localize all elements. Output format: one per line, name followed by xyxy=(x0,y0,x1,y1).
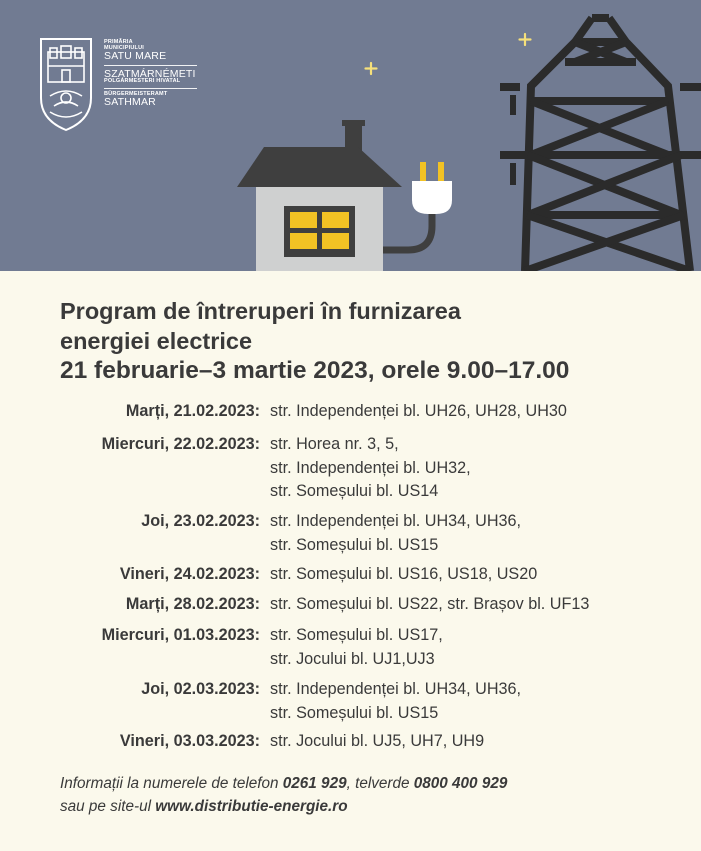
header-banner xyxy=(0,0,701,271)
address-line: str. Horea nr. 3, 5, xyxy=(270,435,399,453)
contact-line-1 xyxy=(60,775,507,792)
schedule-addresses xyxy=(270,563,537,587)
schedule-day: Miercuri, 01.03.2023: xyxy=(101,626,260,644)
address-line: str. Someșului bl. US17, xyxy=(270,626,443,644)
contact-prefix: Informații la numerele de telefon xyxy=(60,775,283,792)
logo-text xyxy=(104,40,197,108)
address-line: str. Jocului bl. UJ1,UJ3 xyxy=(270,649,435,668)
title-line-1: Program de întreruperi în furnizarea xyxy=(60,298,461,324)
contact-line-2 xyxy=(60,798,348,815)
logo-satu-mare: SATU MARE xyxy=(104,50,167,62)
schedule-addresses xyxy=(270,510,521,557)
power-tower-icon xyxy=(510,18,701,271)
address-line: str. Someșului bl. US16, US18, US20 xyxy=(270,565,538,583)
address-line: str. Someșului bl. US14 xyxy=(270,482,439,500)
address-line: str. Someșului bl. US15 xyxy=(270,703,439,722)
logo-polgarmesteri: POLGÁRMESTERI HIVATAL xyxy=(104,78,181,84)
schedule-addresses xyxy=(270,400,567,424)
house-icon xyxy=(237,120,402,271)
schedule-day: Marți, 21.02.2023: xyxy=(125,402,260,420)
logo-burgermeisteramt: BÜRGERMEISTERAMT xyxy=(104,90,168,97)
telverde-number: 0800 400 929 xyxy=(413,775,508,792)
logo-szatmarnemeti: SZATMÁRNÉMETI xyxy=(104,67,196,80)
schedule-addresses xyxy=(270,730,484,754)
address-line: str. Independenței bl. UH34, UH36, xyxy=(270,680,522,698)
schedule-addresses xyxy=(270,678,521,725)
contact-middle: , telverde xyxy=(346,775,414,792)
address-line: str. Jocului bl. UJ5, UH7, UH9 xyxy=(270,732,485,750)
schedule-addresses xyxy=(270,433,471,504)
website-link[interactable]: www.distributie-energie.ro xyxy=(155,798,348,815)
sparkle-icon xyxy=(520,34,531,45)
contact-info xyxy=(60,772,507,818)
address-line: str. Independenței bl. UH32, xyxy=(270,458,471,477)
plug-icon xyxy=(383,162,452,250)
schedule-addresses xyxy=(270,593,589,617)
title-line-2: energiei electrice xyxy=(60,328,253,354)
logo-divider xyxy=(104,65,197,66)
page-title xyxy=(60,296,569,386)
schedule-day: Vineri, 24.02.2023: xyxy=(119,565,260,583)
logo-sathmar: SATHMAR xyxy=(104,96,156,108)
logo-primaria: PRIMĂRIA xyxy=(104,39,133,45)
phone-number: 0261 929 xyxy=(282,775,347,792)
schedule-day: Marți, 28.02.2023: xyxy=(125,595,260,613)
logo-divider xyxy=(104,88,197,89)
schedule-day: Joi, 02.03.2023: xyxy=(141,680,260,698)
city-crest-icon xyxy=(38,36,94,132)
address-line: str. Independenței bl. UH34, UH36, xyxy=(270,512,522,530)
schedule-day: Vineri, 03.03.2023: xyxy=(119,732,260,750)
address-line: str. Someșului bl. US22, str. Brașov bl. UF13 xyxy=(270,595,590,613)
title-date-range: 21 februarie–3 martie 2023, orele 9.00–17.00 xyxy=(60,357,570,384)
sparkle-icon xyxy=(366,63,377,74)
address-line: str. Independenței bl. UH26, UH28, UH30 xyxy=(270,402,567,420)
website-prefix: sau pe site-ul xyxy=(60,798,156,815)
logo-municipiului: MUNICIPIULUI xyxy=(104,44,144,51)
schedule-addresses xyxy=(270,624,443,671)
schedule-day: Joi, 23.02.2023: xyxy=(141,512,260,530)
address-line: str. Someșului bl. US15 xyxy=(270,535,439,554)
schedule-day: Miercuri, 22.02.2023: xyxy=(101,435,260,453)
